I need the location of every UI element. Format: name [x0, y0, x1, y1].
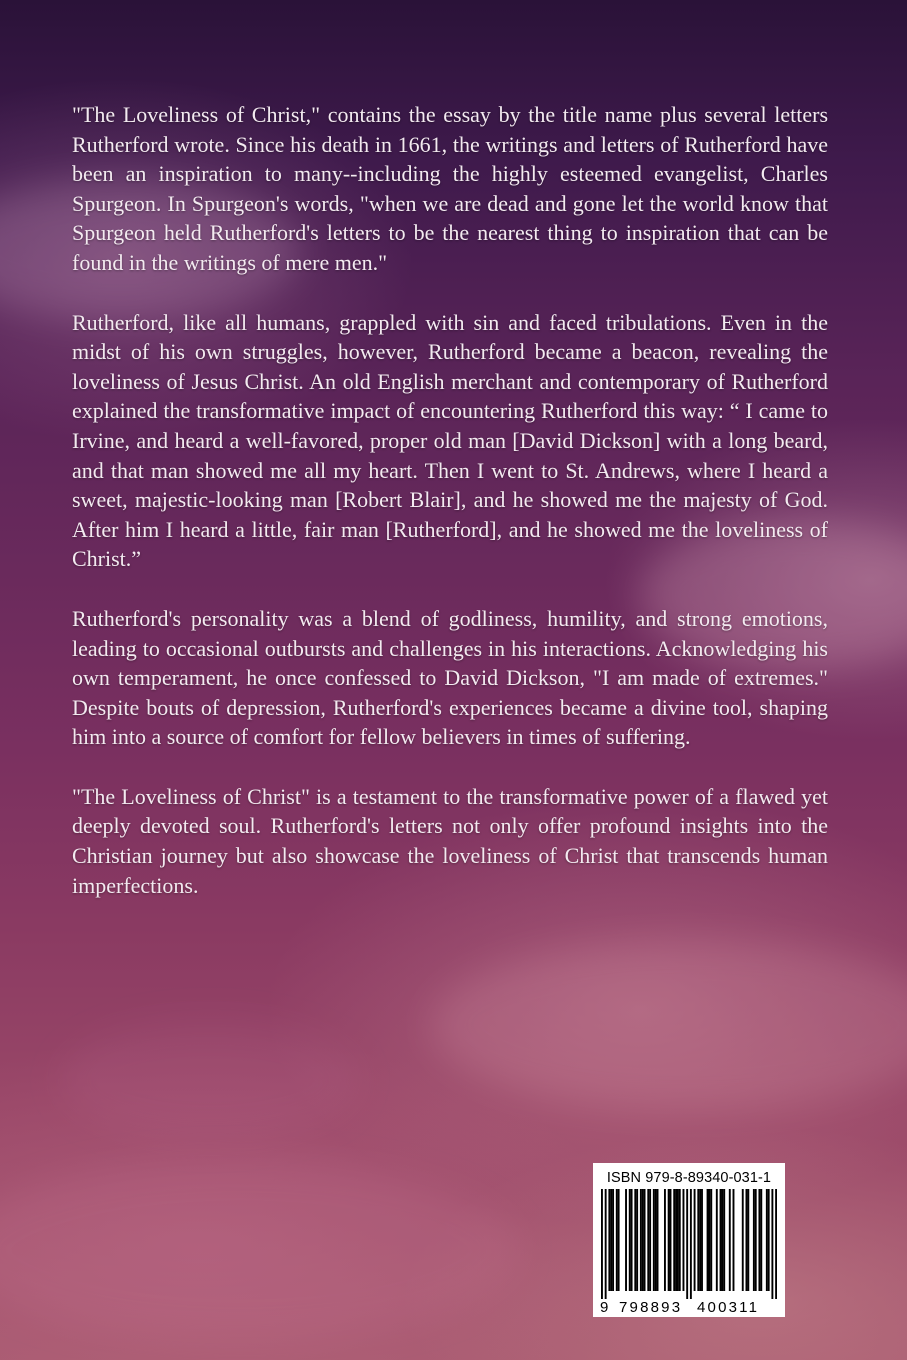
barcode-bar: [699, 1189, 701, 1291]
description-paragraph: Rutherford, like all humans, grappled with sin and faced tribulations. Even in the midst of his own struggles, however, Rutherford became a beacon, revealing the loveliness of Jesus Christ. An old English merchant and contemporary of Rutherford explained the transformative impact of encountering Rutherford this way: “ I came to Irvine, and heard a well-favored, proper old man [David Dickson] with a long beard, and that man showed me all my heart. Then I went to St. Andrews, where I heard a sweet, majestic-looking man [Robert Blair], and he showed me the majesty of God. After him I heard a little, fair man [Rutherford], and he showed me the loveliness of Christ.”: [72, 309, 828, 572]
barcode-digit-first: 9: [600, 1299, 611, 1316]
barcode-bar: [664, 1189, 666, 1291]
description-paragraph: "The Loveliness of Christ," contains the essay by the title name plus several letters Rutherford wrote. Since his death in 1661, the writings and letters of Rutherford have been an inspiration to many--including the highly esteemed evangelist, Charles Spurgeon. In Spurgeon's words, "when we are dead and gone let the world know that Spurgeon held Rutherford's letters to be the nearest thing to inspiration that can be found in the writings of mere men.": [72, 102, 828, 275]
barcode-bar: [755, 1189, 757, 1291]
barcode-bar: [642, 1189, 644, 1291]
barcode-bar: [766, 1189, 768, 1291]
barcode-bar: [673, 1189, 675, 1291]
barcode-bar: [634, 1189, 636, 1291]
barcode-bar: [729, 1189, 731, 1291]
barcode-bar: [605, 1189, 607, 1299]
barcode-bar: [723, 1189, 725, 1291]
barcode-bar: [720, 1189, 722, 1291]
isbn-label: ISBN 979-8-89340-031-1: [606, 1170, 772, 1186]
barcode-bar: [746, 1189, 748, 1291]
barcode-bar: [610, 1189, 612, 1291]
description-paragraph: "The Loveliness of Christ" is a testament to the transformative power of a flawed yet deeply devoted soul. Rutherford's letters not only offer profound insights into the Christian journey but also showcase the loveliness of Christ that transcends human imperfections.: [72, 783, 828, 898]
barcode-bar: [629, 1189, 631, 1291]
barcode-bar: [742, 1189, 744, 1291]
barcode-bar: [753, 1189, 755, 1291]
barcode-bar: [721, 1189, 723, 1291]
barcode-bar: [647, 1189, 649, 1291]
barcode-bar: [768, 1189, 770, 1291]
barcode-bar: [686, 1189, 688, 1299]
barcode-digits-right: 400311: [697, 1299, 760, 1316]
barcode-bar: [655, 1189, 657, 1291]
barcode-bar: [677, 1189, 679, 1291]
book-description: [72, 100, 828, 900]
barcode-bar: [644, 1189, 646, 1291]
barcode-bar: [675, 1189, 677, 1291]
cloud-decoration: [430, 940, 907, 1110]
barcode-bar: [701, 1189, 703, 1291]
barcode-bar: [747, 1189, 749, 1291]
barcode-bar: [625, 1189, 627, 1291]
barcode-bar: [771, 1189, 773, 1299]
barcode-bar: [694, 1189, 696, 1291]
barcode-bar: [683, 1189, 685, 1291]
barcode-bar: [670, 1189, 672, 1291]
barcode-bar: [601, 1189, 603, 1299]
cloud-decoration: [0, 1160, 520, 1340]
isbn-barcode: [593, 1163, 785, 1317]
barcode-bar: [716, 1189, 718, 1291]
description-paragraph: Rutherford's personality was a blend of godliness, humility, and strong emotions, leading to occasional outbursts and challenges in his interactions. Acknowledging his own temperament, he once confessed to David Dickson, "I am made of extremes." Despite bouts of depression, Rutherford's experiences became a divine tool, shaping him into a source of comfort for fellow believers in times of suffering.: [72, 605, 828, 750]
barcode-bar: [631, 1189, 633, 1291]
barcode-bar: [668, 1189, 670, 1291]
barcode-bar: [697, 1189, 699, 1291]
barcode-bar: [649, 1189, 651, 1291]
barcode-bar: [775, 1189, 777, 1299]
barcode-bar: [612, 1189, 614, 1291]
barcode-bar: [636, 1189, 638, 1291]
barcode-bar: [690, 1189, 692, 1299]
barcode-bar: [653, 1189, 655, 1291]
barcode-bar: [708, 1189, 710, 1291]
cloud-decoration: [60, 1020, 360, 1140]
barcode-bar: [608, 1189, 610, 1291]
barcode-bar: [710, 1189, 712, 1291]
barcode-bars: [601, 1189, 777, 1299]
barcode-bar: [760, 1189, 762, 1291]
barcode-bar: [758, 1189, 760, 1291]
barcode-bar: [657, 1189, 659, 1291]
barcode-bar: [733, 1189, 735, 1291]
barcode-bar: [707, 1189, 709, 1291]
barcode-digits-left: 798893: [619, 1299, 683, 1316]
barcode-bar: [679, 1189, 681, 1291]
barcode-bar: [618, 1189, 620, 1291]
barcode-digits: [601, 1299, 777, 1319]
barcode-bar: [616, 1189, 618, 1291]
barcode-bar: [640, 1189, 642, 1291]
